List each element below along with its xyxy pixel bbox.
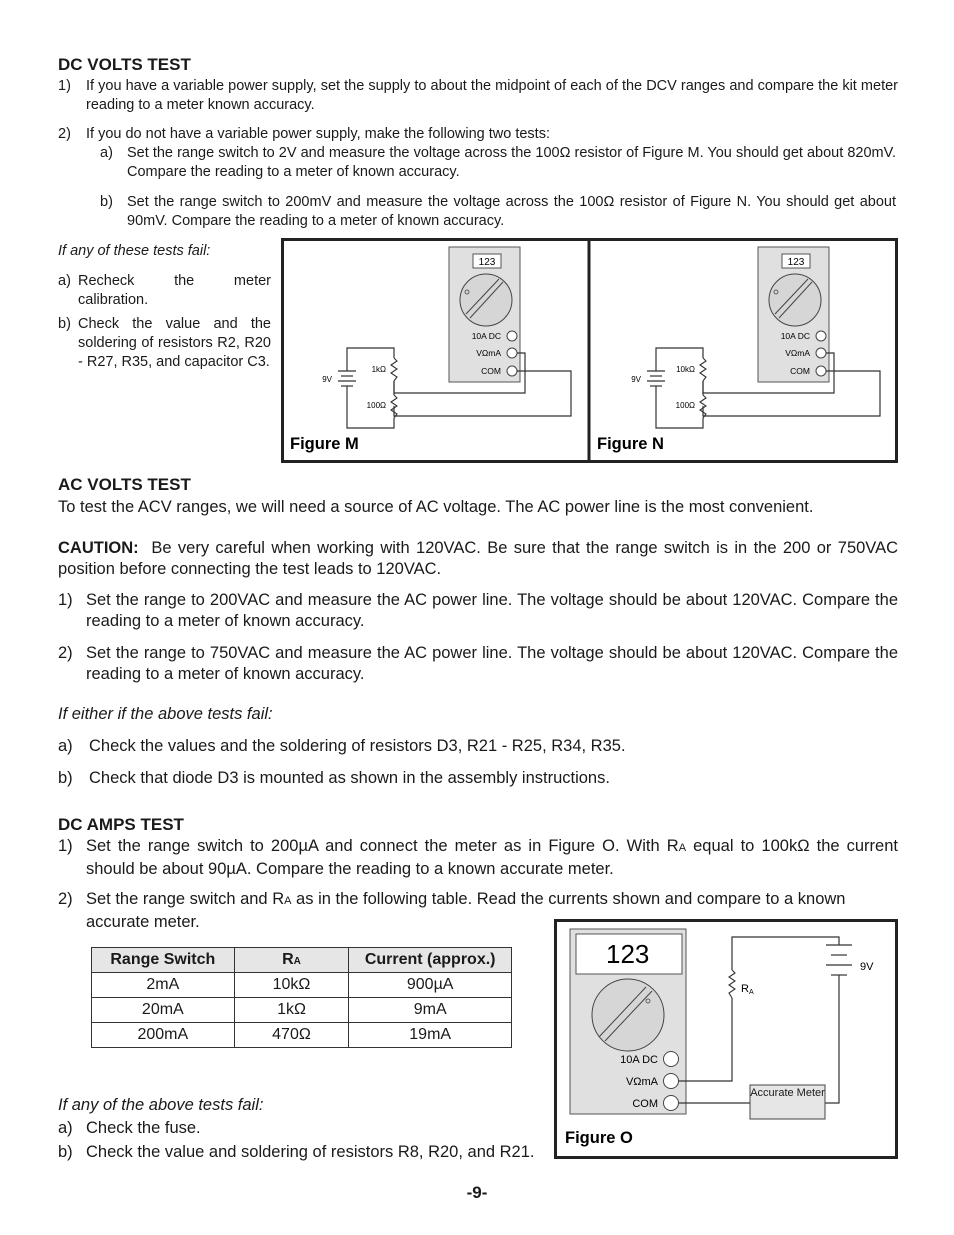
dc-volts-sub-a <box>100 144 896 182</box>
ac-volts-fail-b <box>58 768 898 789</box>
table-row <box>92 1023 512 1048</box>
sub-label: b) <box>100 194 113 210</box>
table-cell: 9mA <box>349 998 512 1023</box>
jack-10a-label: 10A DC <box>780 331 810 341</box>
item-number: 1) <box>58 591 73 609</box>
fail-text: Check the fuse. <box>86 1119 201 1137</box>
dc-volts-heading: DC VOLTS TEST <box>58 55 191 74</box>
table-cell: 1kΩ <box>234 998 349 1023</box>
sub-text: Set the range switch to 200mV and measure the voltage across the 100Ω resistor of Figure N. You should get about 90mV. Compare the reading to a meter of known accuracy. <box>127 194 896 229</box>
fail-text: Recheck the meter calibration. <box>78 273 271 308</box>
jack-vma-label: VΩmA <box>785 348 810 358</box>
jack-com <box>507 366 517 376</box>
resistor-top-label: 1kΩ <box>371 365 386 374</box>
display-reading: 123 <box>478 257 496 268</box>
ac-volts-heading: AC VOLTS TEST <box>58 475 191 494</box>
fail-label: b) <box>58 316 71 332</box>
fail-label: a) <box>58 273 71 289</box>
jack-com <box>664 1096 679 1111</box>
table-cell: 2mA <box>92 973 235 998</box>
jack-10a-label: 10A DC <box>471 331 501 341</box>
figure-n-caption: Figure N <box>597 435 664 453</box>
fail-text: Check the value and soldering of resistors R8, R20, and R21. <box>86 1143 535 1161</box>
item-number: 2) <box>58 890 73 908</box>
dc-volts-sub-b <box>100 193 896 231</box>
fail-text: Check the values and the soldering of resistors D3, R21 - R25, R34, R35. <box>89 737 626 755</box>
header-range-switch: Range Switch <box>92 948 235 973</box>
jack-vma-label: VΩmA <box>476 348 501 358</box>
figure-m-caption: Figure M <box>290 435 359 453</box>
fail-text: Check the value and the soldering of resistors R2, R20 - R27, R35, and capacitor C3. <box>78 316 271 370</box>
dc-amps-fail-b <box>58 1142 558 1163</box>
dc-volts-fail-intro: If any of these tests fail: <box>58 243 211 259</box>
item-number: 2) <box>58 126 71 142</box>
jack-10a <box>507 331 517 341</box>
resistor-bottom-label: 100Ω <box>366 401 386 410</box>
dc-volts-fail-a <box>58 272 271 310</box>
item-text: Set the range to 750VAC and measure the AC power line. The voltage should be about 120VAC. Compare the reading to a meter of known accuracy. <box>86 644 898 683</box>
dc-amps-heading: DC AMPS TEST <box>58 815 184 834</box>
resistor-bottom-label: 100Ω <box>675 401 695 410</box>
battery-label: 9V <box>860 961 874 973</box>
jack-com-label: COM <box>481 366 501 376</box>
jack-vma <box>664 1074 679 1089</box>
dc-amps-item-1 <box>58 836 898 880</box>
table-row <box>92 973 512 998</box>
ac-volts-caution <box>58 538 898 580</box>
fail-label: a) <box>58 737 73 755</box>
item-number: 1) <box>58 837 73 855</box>
table-cell: 20mA <box>92 998 235 1023</box>
figure-o-caption: Figure O <box>565 1129 633 1147</box>
item-text: If you do not have a variable power supply, make the following two tests: <box>86 126 550 142</box>
jack-10a-label: 10A DC <box>620 1054 658 1066</box>
item-number: 2) <box>58 644 73 662</box>
page-number: -9- <box>466 1183 488 1202</box>
jack-com-label: COM <box>790 366 810 376</box>
ac-volts-fail-a <box>58 736 898 757</box>
battery-label: 9V <box>631 375 641 384</box>
jack-vma <box>507 348 517 358</box>
header-current: Current (approx.) <box>349 948 512 973</box>
jack-10a <box>664 1052 679 1067</box>
item-number: 1) <box>58 78 71 94</box>
table-cell: 470Ω <box>234 1023 349 1048</box>
caution-text: Be very careful when working with 120VAC. Be sure that the range switch is in the 200 or 750VAC position before connecting the test leads to 120VAC. <box>58 539 899 578</box>
battery-label: 9V <box>322 375 332 384</box>
item-text: If you have a variable power supply, set the supply to about the midpoint of each of the DCV ranges and compare the kit meter reading to a meter known accuracy. <box>86 78 898 113</box>
dc-volts-fail-b <box>58 315 271 372</box>
jack-vma-label: VΩmA <box>625 1076 658 1088</box>
jack-com <box>816 366 826 376</box>
item-text: Set the range to 200VAC and measure the AC power line. The voltage should be about 120VAC. Compare the reading to a meter of known accuracy. <box>86 591 898 630</box>
table-cell: 900µA <box>349 973 512 998</box>
dc-amps-fail-intro: If any of the above tests fail: <box>58 1096 264 1114</box>
range-table <box>91 947 512 1048</box>
ac-volts-item-1 <box>58 590 898 632</box>
fail-text: Check that diode D3 is mounted as shown in the assembly instructions. <box>89 769 610 787</box>
caution-label: CAUTION: <box>58 539 139 557</box>
item-text: Set the range switch and RA as in the following table. Read the currents shown and compare to a known accurate meter. <box>86 890 846 931</box>
range-dial <box>592 979 664 1051</box>
table-cell: 10kΩ <box>234 973 349 998</box>
fail-label: b) <box>58 1143 73 1161</box>
jack-vma <box>816 348 826 358</box>
resistor-top-label: 10kΩ <box>676 365 695 374</box>
dc-volts-item-1 <box>58 77 898 115</box>
table-cell: 200mA <box>92 1023 235 1048</box>
sub-label: a) <box>100 145 113 161</box>
display-reading: 123 <box>606 939 650 969</box>
jack-com-label: COM <box>632 1098 658 1110</box>
table-cell: 19mA <box>349 1023 512 1048</box>
ac-volts-item-2 <box>58 643 898 685</box>
dc-volts-item-2 <box>58 125 898 144</box>
table-header-row <box>92 948 512 973</box>
table-row <box>92 998 512 1023</box>
dc-amps-fail-a <box>58 1118 558 1139</box>
figure-o <box>554 919 898 1159</box>
fail-label: a) <box>58 1119 73 1137</box>
ac-volts-intro: To test the ACV ranges, we will need a source of AC voltage. The AC power line is the most convenient. <box>58 498 814 516</box>
resistor-ra-label: RA <box>741 983 754 996</box>
accurate-meter-label: Accurate Meter <box>750 1087 825 1099</box>
ac-volts-fail-intro: If either if the above tests fail: <box>58 705 273 723</box>
sub-text: Set the range switch to 2V and measure the voltage across the 100Ω resistor of Figure M. You should get about 820mV. Compare the reading to a meter of known accuracy. <box>127 145 896 180</box>
figure-m-n-panel <box>281 238 898 463</box>
item-text: Set the range switch to 200µA and connect the meter as in Figure O. With RA equal to 100kΩ the current should be about 90µA. Compare the reading to a known accurate meter. <box>86 837 898 878</box>
jack-10a <box>816 331 826 341</box>
fail-label: b) <box>58 769 73 787</box>
display-reading: 123 <box>787 257 805 268</box>
header-resistance: RA <box>234 948 349 973</box>
